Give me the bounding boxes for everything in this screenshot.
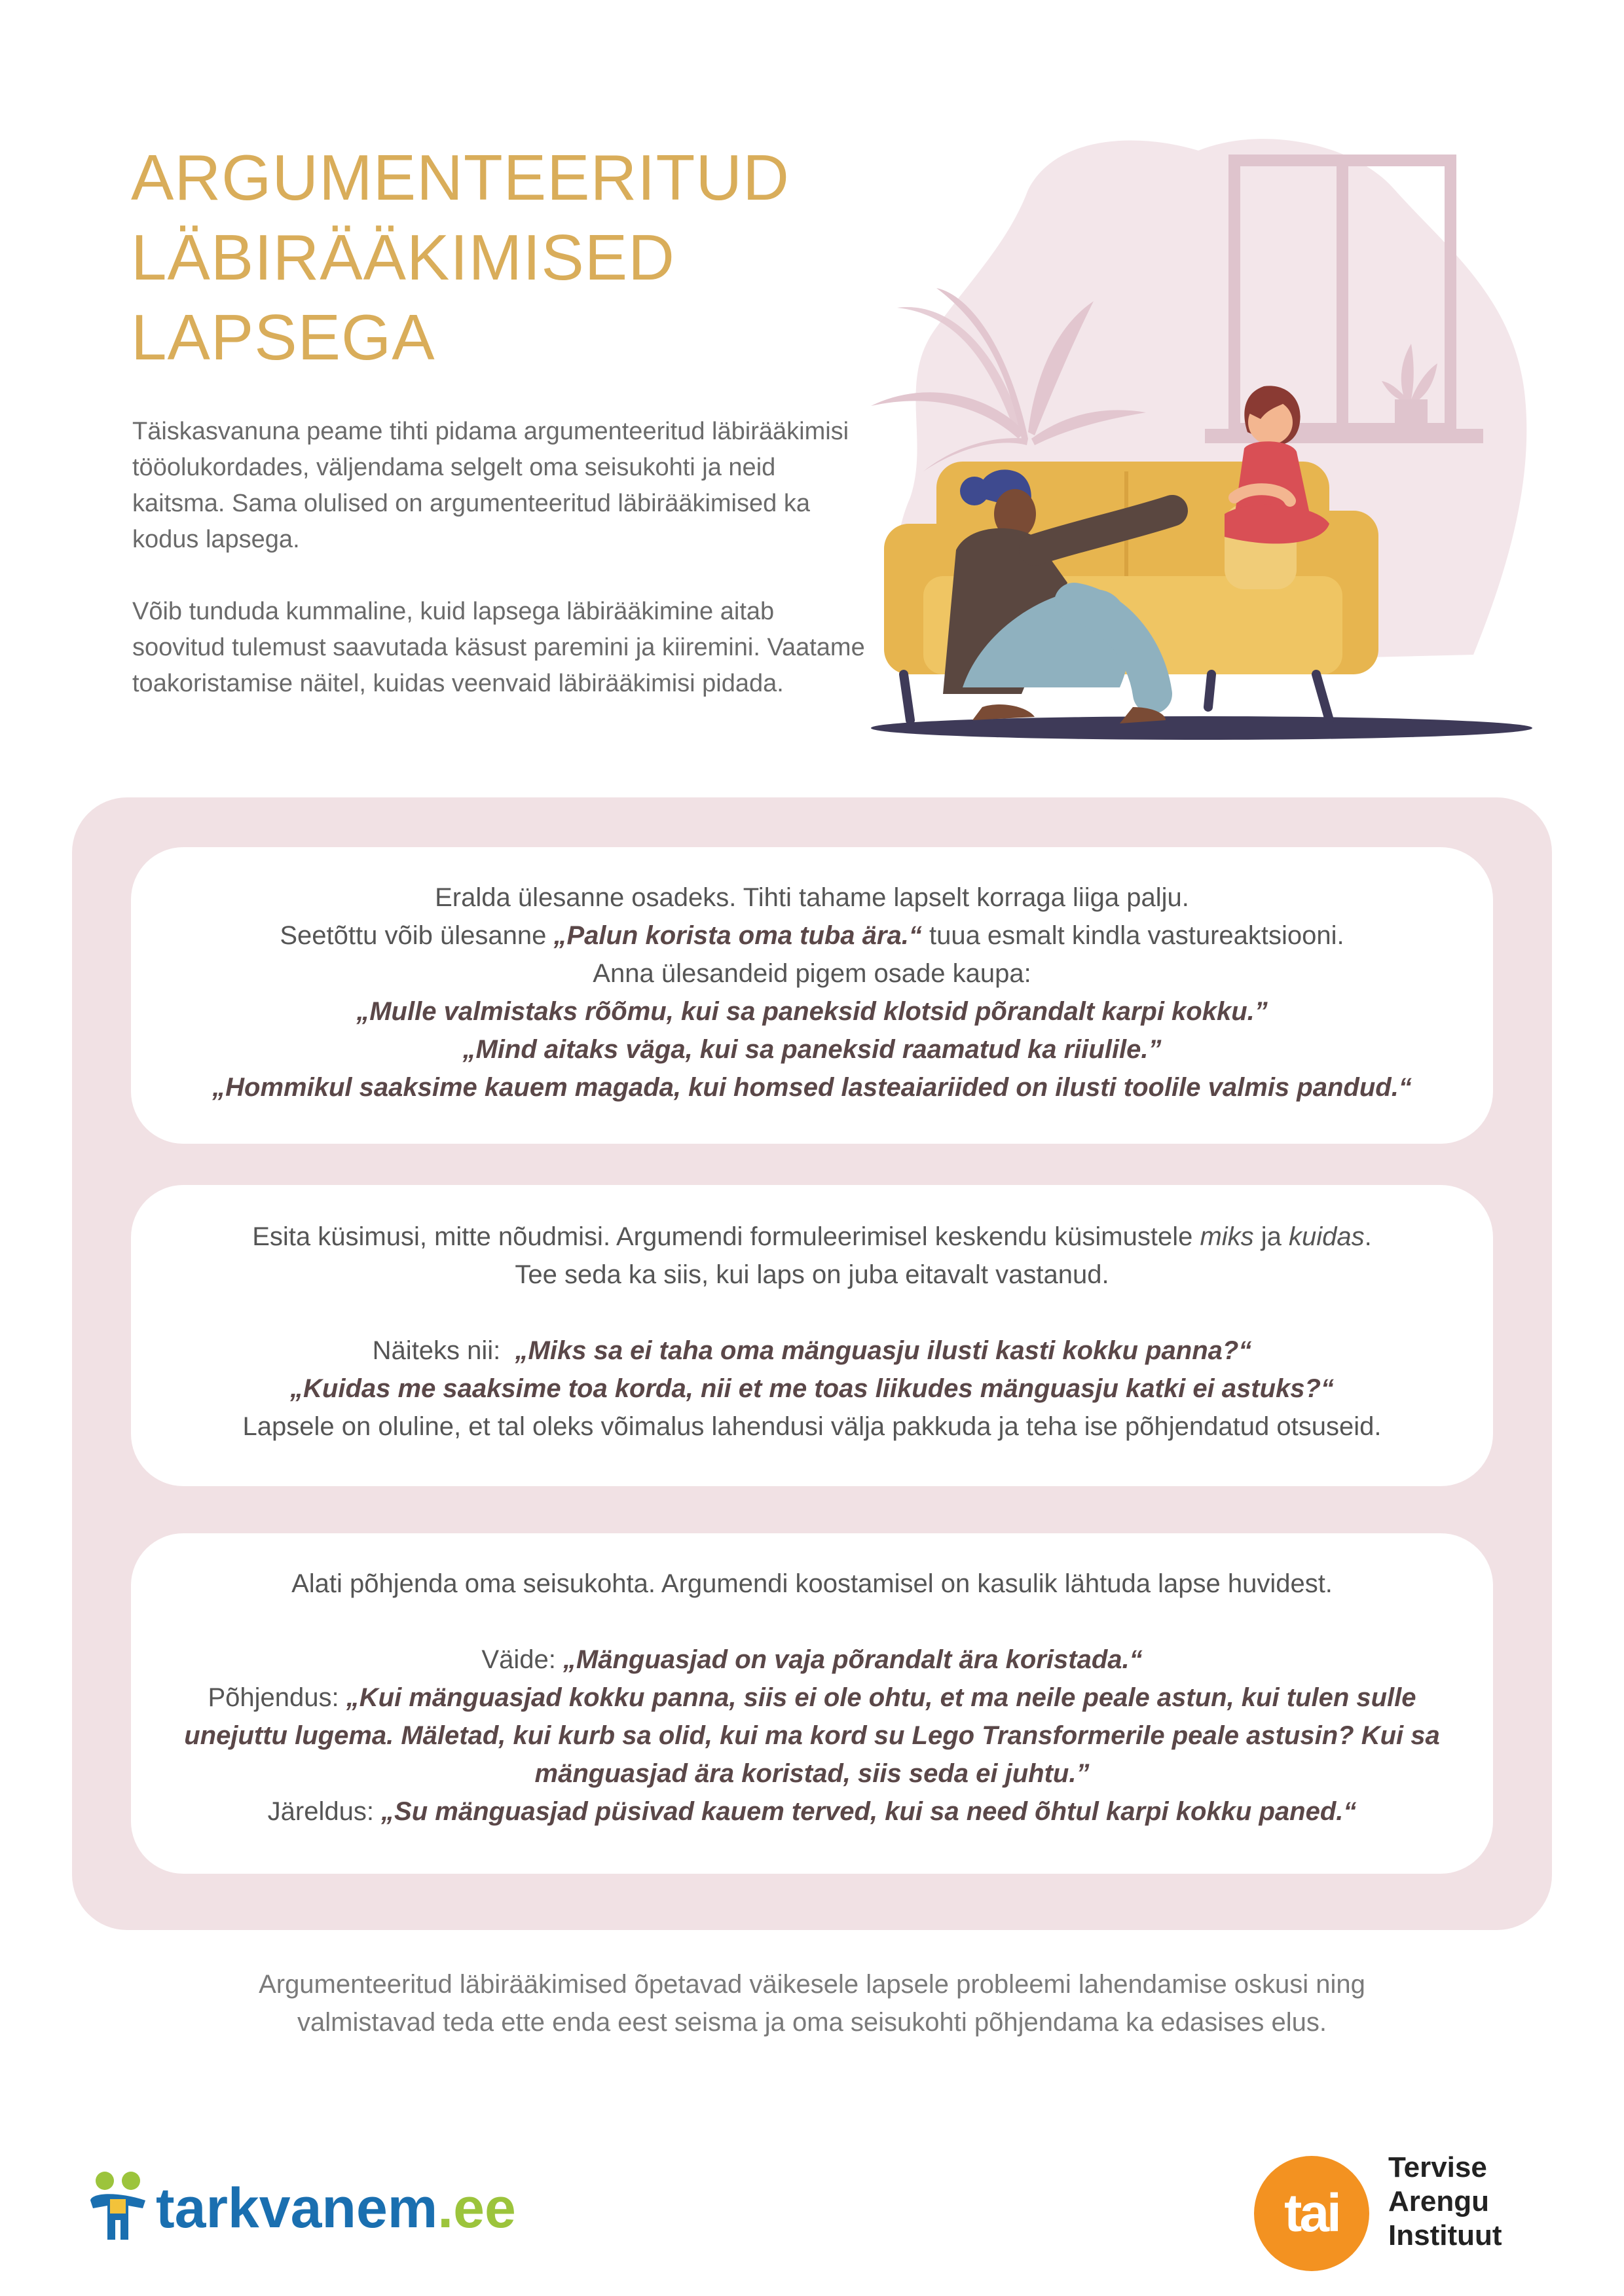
card2-example bbox=[131, 1332, 1493, 1370]
tarkvanem-name: tarkvanem bbox=[156, 2177, 438, 2240]
card2-line-1-text: Esita küsimusi, mitte nõudmisi. Argumendi formuleerimisel keskendu küsimustele bbox=[252, 1222, 1200, 1251]
card2-line-last: Lapsele on oluline, et tal oleks võimalus lahendusi välja pakkuda ja teha ise põhjendatud otsuseid. bbox=[242, 1412, 1382, 1441]
card3-conclusion-label: Järeldus: bbox=[267, 1797, 382, 1826]
title-line-1: ARGUMENTEERITUD bbox=[131, 141, 790, 213]
card3-reason-label: Põhjendus: bbox=[208, 1683, 346, 1712]
tarkvanem-domain: .ee bbox=[437, 2177, 516, 2240]
closing-line-2: valmistavad teda ette enda eest seisma ja oma seisukohti põhjendama ka edasises elus. bbox=[297, 2008, 1327, 2037]
hero-illustration bbox=[858, 131, 1545, 746]
tarkvanem-wordmark bbox=[156, 2176, 516, 2241]
title-line-3: LAPSEGA bbox=[131, 301, 435, 373]
floor-shadow bbox=[871, 716, 1532, 740]
closing-line-1: Argumenteeritud läbirääkimised õpetavad väikesele lapsele probleemi lahendamise oskusi ning bbox=[259, 1970, 1365, 1999]
spacer bbox=[131, 1603, 1493, 1641]
card2-line-1-end: . bbox=[1364, 1222, 1372, 1251]
card3-claim-quote: „Mänguasjad on vaja põrandalt ära koristada.“ bbox=[563, 1645, 1143, 1674]
card2-emphasis-miks: miks bbox=[1200, 1222, 1254, 1251]
card1-line-2 bbox=[131, 917, 1493, 955]
window-sill bbox=[1205, 429, 1483, 443]
page-title bbox=[131, 137, 917, 377]
card1-quote-1: „Mulle valmistaks rõõmu, kui sa paneksid klotsid põrandalt karpi kokku.” bbox=[356, 997, 1268, 1026]
tip-card-3 bbox=[131, 1533, 1493, 1874]
card3-reason-quote-1: „Kui mänguasjad kokku panna, siis ei ole ohtu, et ma neile peale astun, kui tulen sulle bbox=[346, 1683, 1416, 1712]
spacer bbox=[131, 1294, 1493, 1332]
card3-reason-quote-2: unejuttu lugema. Mäletad, kui kurb sa olid, kui ma kord su Lego Transformerile peale astusin? Kui sa bbox=[184, 1721, 1440, 1750]
closing-text bbox=[131, 1965, 1493, 2041]
tai-logo[interactable] bbox=[1254, 2144, 1542, 2275]
card1-quote-3: „Hommikul saaksime kauem magada, kui homsed lasteaiariided on ilusti toolile valmis pandud.“ bbox=[212, 1073, 1412, 1102]
tai-name-line-2: Arengu bbox=[1388, 2185, 1489, 2217]
card1-line-2-quote: „Palun korista oma tuba ära.“ bbox=[553, 921, 922, 950]
tarkvanem-logo[interactable] bbox=[85, 2164, 544, 2249]
tip-card-2 bbox=[131, 1185, 1493, 1486]
card1-line-2-text-end: tuua esmalt kindla vastureaktsiooni. bbox=[921, 921, 1344, 950]
card3-line-1: Alati põhjenda oma seisukohta. Argumendi koostamisel on kasulik lähtuda lapse huvidest. bbox=[291, 1569, 1333, 1598]
card3-reason-quote-3: mänguasjad ära koristad, siis seda ei juhtu.” bbox=[534, 1759, 1090, 1788]
card1-line-3: Anna ülesandeid pigem osade kaupa: bbox=[593, 959, 1031, 988]
title-line-2: LÄBIRÄÄKIMISED bbox=[131, 221, 675, 293]
tai-mark: tai bbox=[1254, 2156, 1369, 2271]
tai-name-line-3: Instituut bbox=[1388, 2219, 1502, 2251]
intro-text bbox=[132, 414, 866, 702]
card2-example-label: Näiteks nii: bbox=[372, 1336, 515, 1365]
card2-line-1-mid: ja bbox=[1253, 1222, 1289, 1251]
card1-line-1: Eralda ülesanne osadeks. Tihti tahame lapselt korraga liiga palju. bbox=[435, 883, 1189, 912]
card2-example-quote-1: „Miks sa ei taha oma mänguasju ilusti kasti kokku panna?“ bbox=[515, 1336, 1252, 1365]
tai-name-line-1: Tervise bbox=[1388, 2151, 1487, 2183]
card1-quote-2: „Mind aitaks väga, kui sa paneksid raamatud ka riiulile.” bbox=[462, 1035, 1162, 1064]
card3-reason bbox=[131, 1679, 1493, 1717]
card3-conclusion bbox=[131, 1793, 1493, 1831]
card2-emphasis-kuidas: kuidas bbox=[1289, 1222, 1365, 1251]
intro-paragraph-1: Täiskasvanuna peame tihti pidama argumenteeritud läbirääkimisi tööolukordades, väljendama selgelt oma seisukohti ja neid kaitsma. Sama olulised on argumenteeritud läbirääkimised ka kodus lapsega. bbox=[132, 418, 849, 553]
card3-conclusion-quote: „Su mänguasjad püsivad kauem terved, kui sa need õhtul karpi kokku paned.“ bbox=[381, 1797, 1357, 1826]
card2-line-2: Tee seda ka siis, kui laps on juba eitavalt vastanud. bbox=[515, 1260, 1109, 1289]
card3-claim-label: Väide: bbox=[481, 1645, 563, 1674]
card1-line-2-text: Seetõttu võib ülesanne bbox=[280, 921, 554, 950]
people-icon bbox=[85, 2169, 151, 2241]
card2-line-1 bbox=[131, 1218, 1493, 1256]
intro-paragraph-2: Võib tunduda kummaline, kuid lapsega läbirääkimine aitab soovitud tulemust saavutada käsust paremini ja kiiremini. Vaatame toakoristamise näitel, kuidas veenvaid läbirääkimisi pidada. bbox=[132, 598, 865, 697]
tai-name bbox=[1388, 2151, 1502, 2253]
tip-card-1 bbox=[131, 847, 1493, 1144]
card3-claim bbox=[131, 1641, 1493, 1679]
card2-example-quote-2: „Kuidas me saaksime toa korda, nii et me toas liikudes mänguasju katki ei astuks?“ bbox=[290, 1374, 1334, 1403]
